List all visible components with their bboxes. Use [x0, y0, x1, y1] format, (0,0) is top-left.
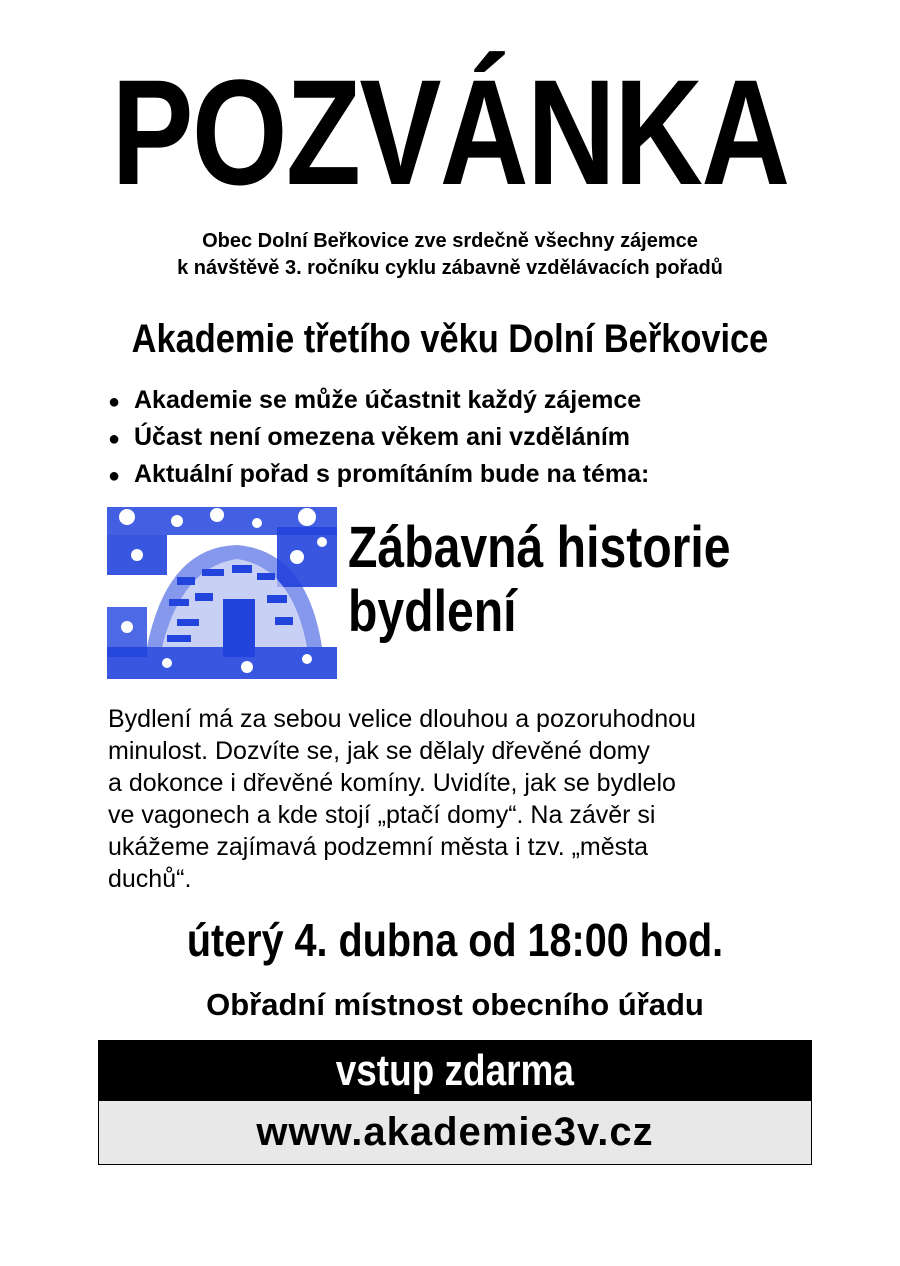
intro-text [0, 228, 900, 282]
bullet-icon: ● [108, 391, 121, 413]
list-item [108, 457, 649, 494]
stone-hut-icon [107, 507, 337, 679]
intro-line-1: Obec Dolní Beřkovice zve srdečně všechny zájemce [202, 230, 698, 252]
description-line: Bydlení má za sebou velice dlouhou a pozoruhodnou [108, 705, 696, 733]
footer-box [98, 1040, 812, 1165]
description-line: ukážeme zajímavá podzemní města i tzv. „města [108, 833, 649, 861]
description-line: a dokonce i dřevěné komíny. Uvidíte, jak se bydlelo [108, 769, 676, 797]
event-datetime: úterý 4. dubna od 18:00 hod. [186, 914, 724, 966]
description-line: minulost. Dozvíte se, jak se dělaly dřevěné domy [108, 737, 650, 765]
topic-title [348, 516, 780, 644]
event-venue: Obřadní místnost obecního úřadu [206, 987, 704, 1022]
admission-text: vstup zdarma [335, 1046, 575, 1095]
description-line: ve vagonech a kde stojí „ptačí domy“. Na závěr si [108, 801, 656, 829]
description-text [108, 703, 788, 895]
bullet-text: Akademie se může účastnit každý zájemce [134, 386, 642, 414]
bullet-text: Účast není omezena věkem ani vzděláním [134, 423, 631, 451]
stone-hut-photo [107, 507, 337, 679]
event-series-title: Akademie třetího věku Dolní Beřkovice [131, 317, 769, 361]
bullet-icon: ● [108, 465, 121, 487]
admission-banner [99, 1041, 811, 1101]
topic-line-2: bydlení [348, 579, 517, 644]
list-item [108, 420, 649, 457]
page-title: POZVÁNKA [111, 48, 789, 216]
bullet-icon: ● [108, 428, 121, 450]
intro-line-2: k návštěvě 3. ročníku cyklu zábavně vzdělávacích pořadů [177, 257, 723, 279]
description-line: duchů“. [108, 865, 192, 893]
list-item [108, 383, 649, 420]
bullet-text: Aktuální pořad s promítáním bude na téma: [134, 460, 650, 488]
website-link[interactable]: www.akademie3v.cz [99, 1101, 811, 1164]
topic-line-1: Zábavná historie [348, 515, 731, 580]
info-bullet-list [108, 383, 649, 494]
